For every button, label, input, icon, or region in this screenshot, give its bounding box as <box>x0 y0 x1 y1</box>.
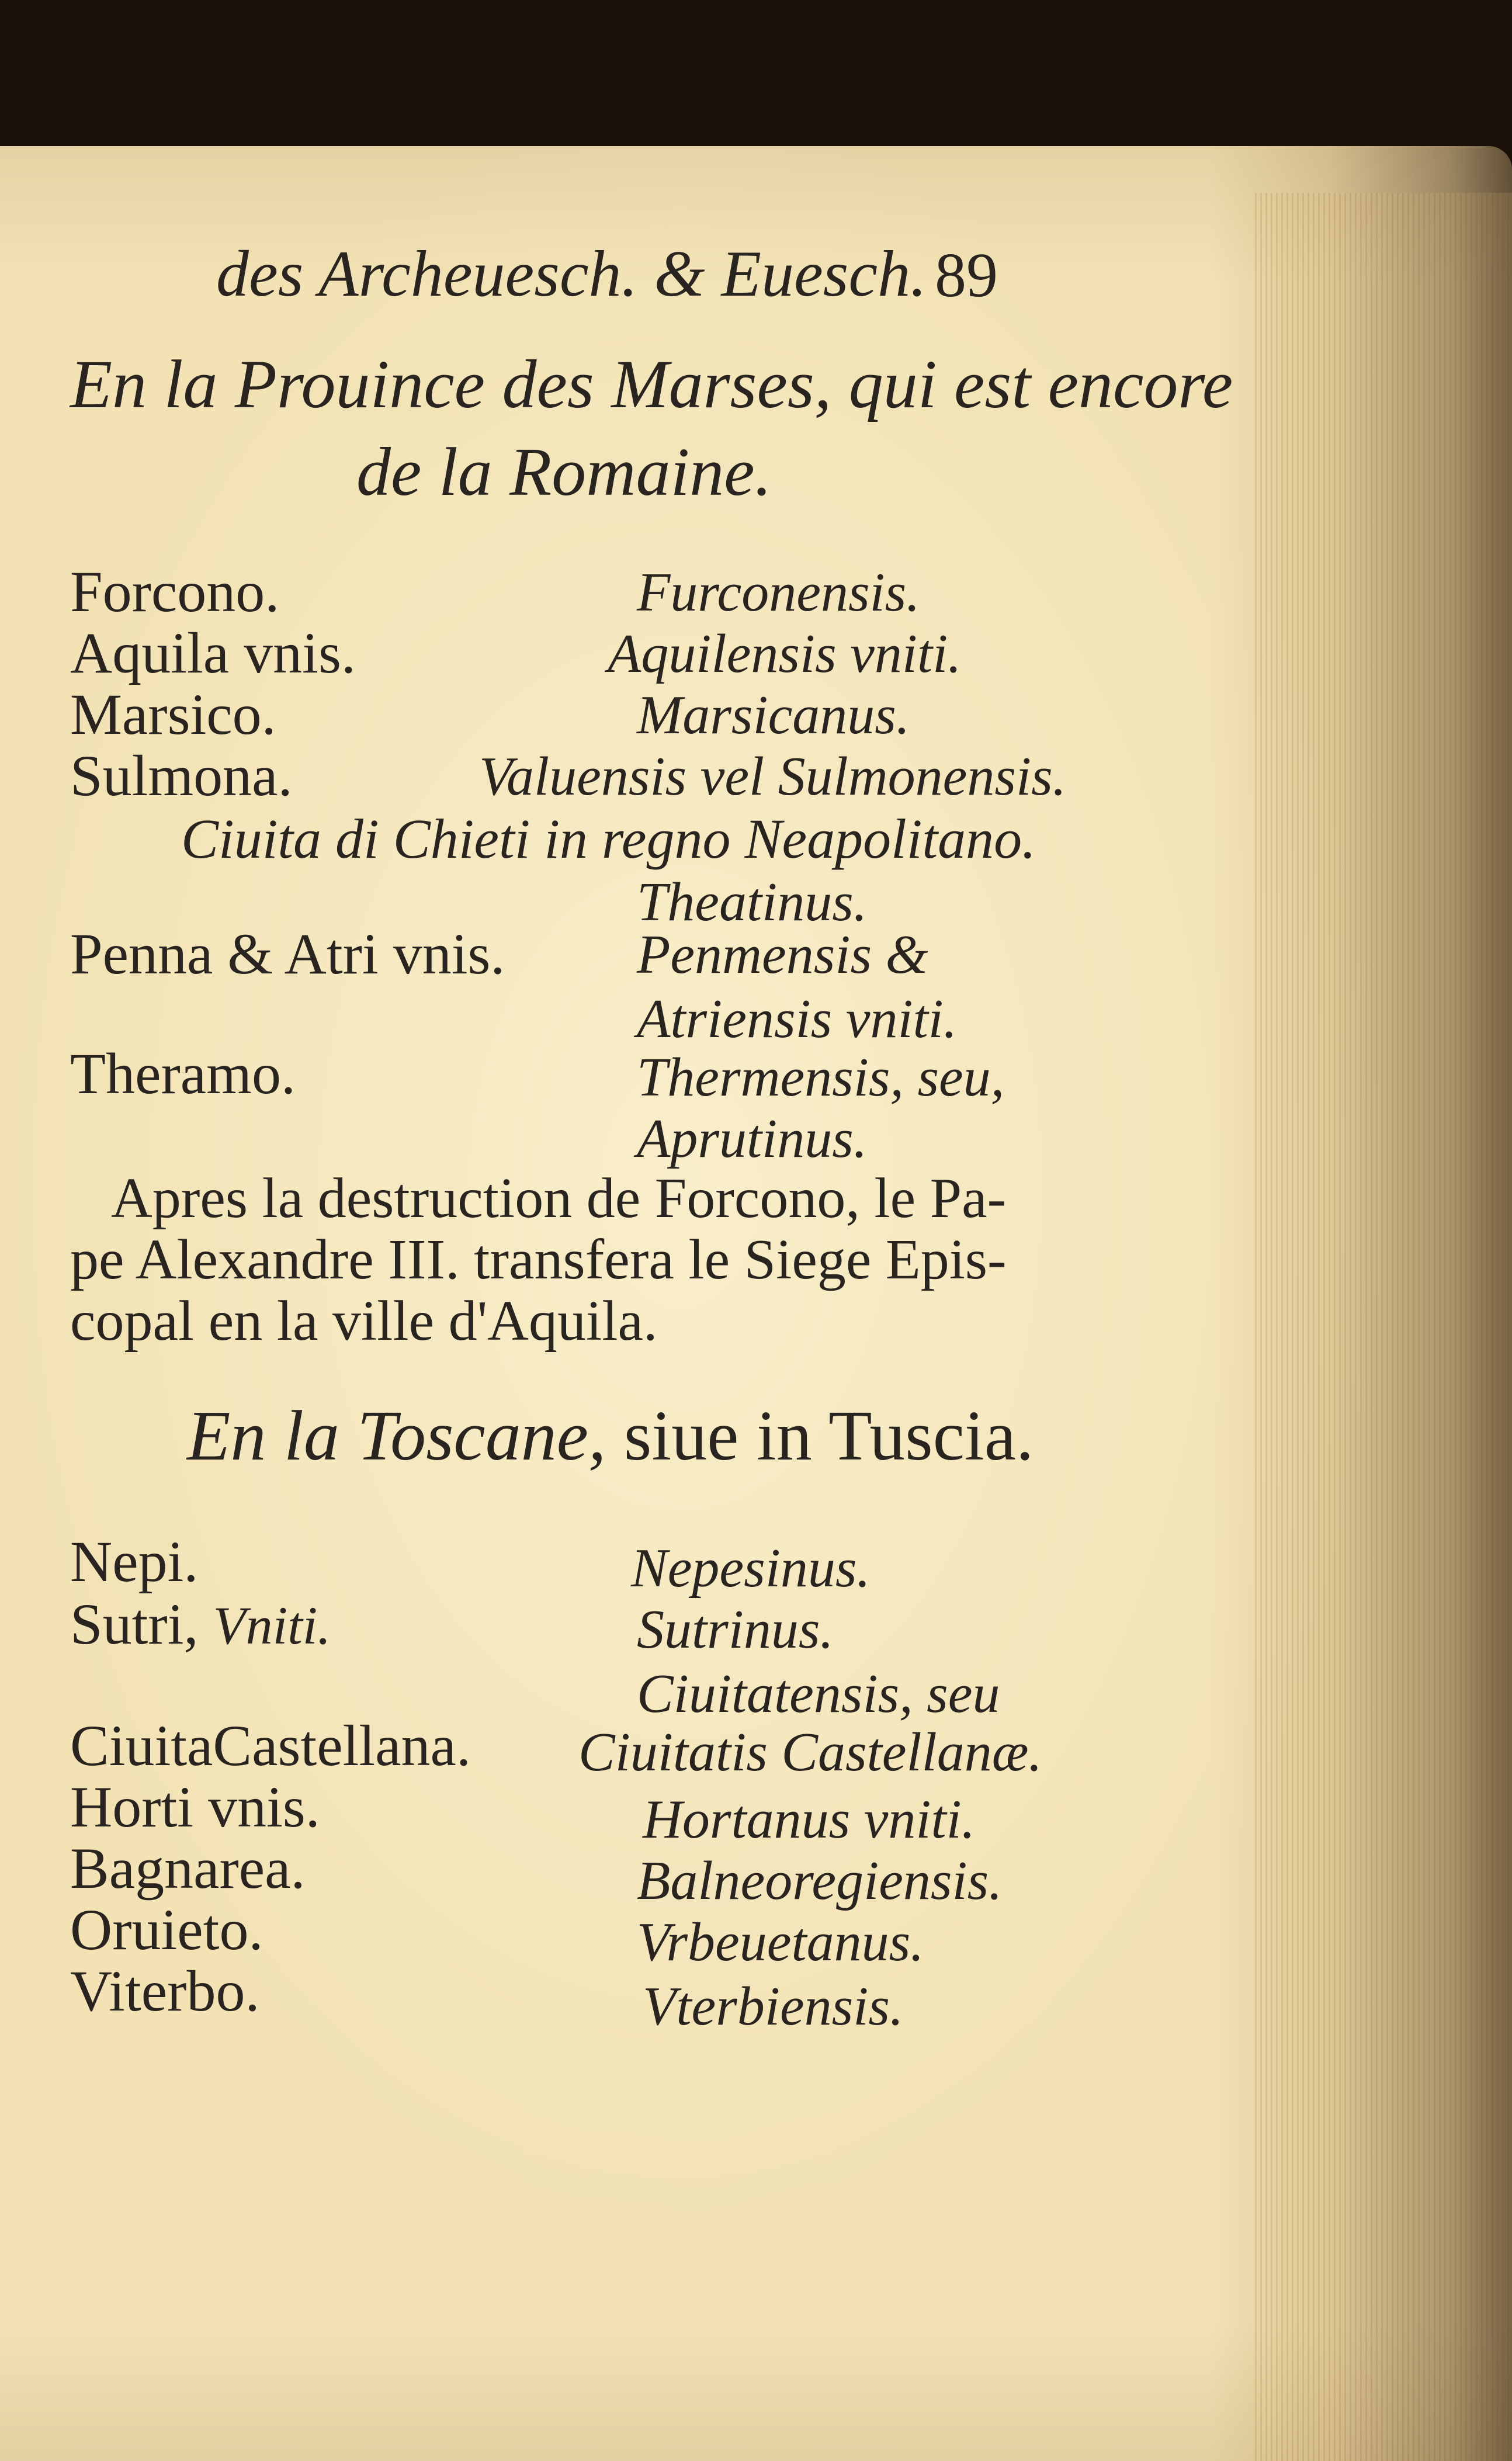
paragraph-line: copal en la ville d'Aquila. <box>70 1290 658 1353</box>
centered-line: Ciuita di Chieti in regno Neapolitano. <box>181 807 1036 870</box>
entry-left: Horti vnis. <box>70 1774 320 1839</box>
entry-left: Aquila vnis. <box>70 621 356 685</box>
entry-right: Valuensis vel Sulmonensis. <box>479 746 1067 807</box>
entry-left: Penna & Atri vnis. <box>70 921 505 986</box>
paragraph-line: pe Alexandre III. transfera le Siege Epis- <box>70 1228 1007 1291</box>
entry-right: Theatinus. <box>637 872 868 933</box>
entry-left: Oruieto. <box>70 1897 263 1962</box>
entry-left: Bagnarea. <box>70 1836 306 1901</box>
entry-right: Atriensis vniti. <box>637 989 958 1049</box>
section2-heading-italic: En la Toscane, <box>187 1396 606 1475</box>
entry-right: Vterbiensis. <box>643 1976 904 2037</box>
section2-heading-roman: siue in Tuscia. <box>606 1396 1034 1475</box>
entry-left: CiuitaCastellana. <box>70 1713 471 1778</box>
entry-right: Aquilensis vniti. <box>608 623 962 684</box>
entry-left: Nepi. <box>70 1529 199 1594</box>
entry-right: Vrbeuetanus. <box>637 1912 924 1973</box>
entry-right: Balneoregiensis. <box>637 1850 1003 1911</box>
running-head: des Archeuesch. & Euesch. <box>216 238 927 310</box>
entry-left: Viterbo. <box>70 1959 260 2023</box>
entry-right: Hortanus vniti. <box>643 1789 976 1850</box>
entry-right: Penmensis & <box>637 924 928 985</box>
entry-left: Theramo. <box>70 1041 296 1106</box>
entry-right: Furconensis. <box>637 562 920 623</box>
entry-right: Thermensis, seu, <box>637 1047 1005 1108</box>
paragraph-line: Apres la destruction de Forcono, le Pa- <box>111 1167 1007 1230</box>
entry-right: Marsicanus. <box>637 685 910 746</box>
entry-left: Forcono. <box>70 559 280 624</box>
section-heading-line1: En la Prouince des Marses, qui est encore <box>70 346 1233 422</box>
entry-right: Nepesinus. <box>631 1538 871 1599</box>
entry-left-group <box>70 1589 331 1658</box>
entry-right: Ciuitatensis, seu <box>637 1663 1000 1724</box>
section2-heading <box>187 1394 1034 1477</box>
entry-left-italic: Vniti. <box>213 1596 331 1655</box>
entry-left: Marsico. <box>70 682 276 747</box>
page-number: 89 <box>935 241 998 310</box>
section-heading-line2: de la Romaine. <box>356 434 772 510</box>
entry-right: Aprutinus. <box>637 1108 868 1169</box>
entry-right: Sutrinus. <box>637 1599 834 1660</box>
entry-left: Sutri, <box>70 1592 213 1656</box>
entry-left: Sulmona. <box>70 743 293 808</box>
entry-right: Ciuitatis Castellanæ. <box>578 1722 1042 1783</box>
